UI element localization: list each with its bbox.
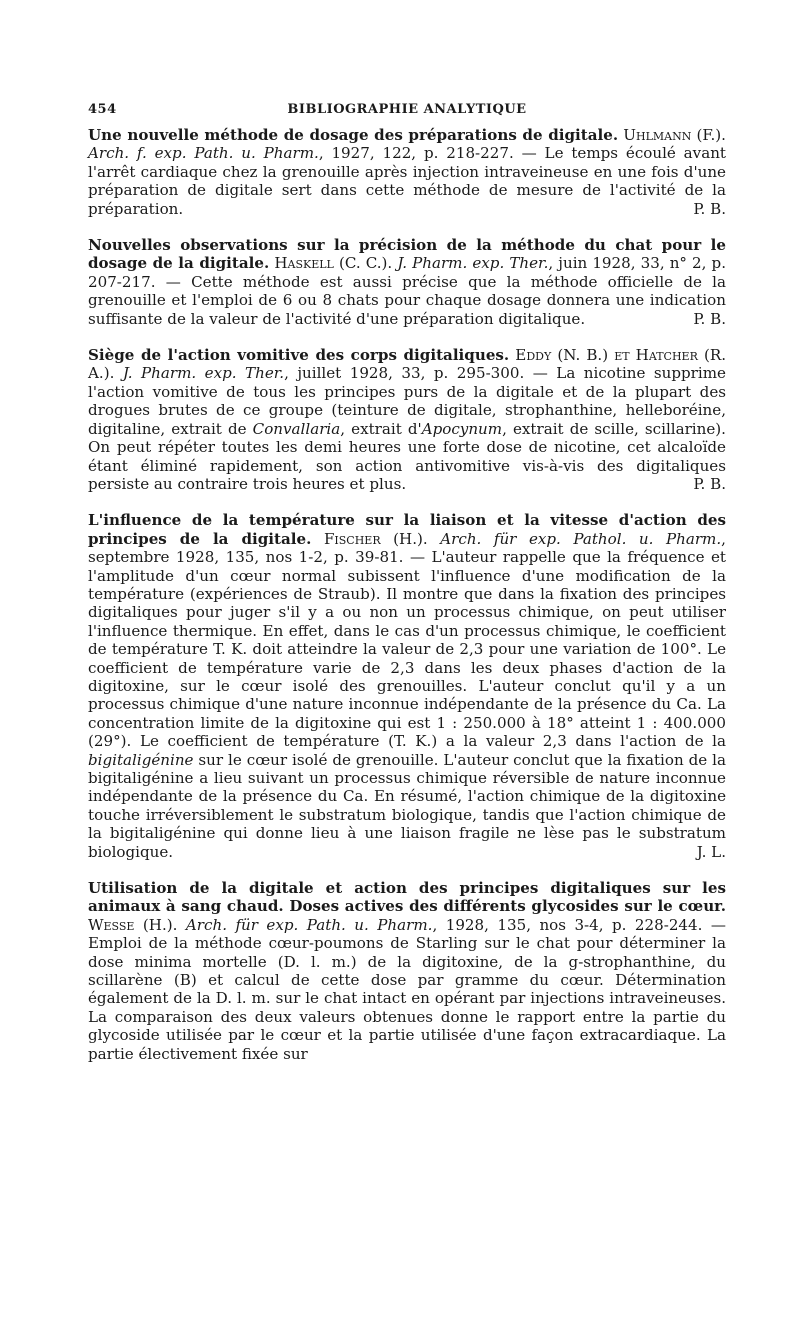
entry-journal: J. Pharm. exp. Ther.: [122, 364, 285, 383]
page-header: [88, 102, 726, 126]
document-page: [88, 102, 726, 1081]
entry-title: Utilisation de la digitale et action des principes digitaliques sur les animaux à sang chaud. Doses actives des différents glycosides sur le cœur.: [88, 879, 726, 916]
page-number: 454: [88, 102, 117, 117]
running-head: BIBLIOGRAPHIE ANALYTIQUE: [287, 102, 527, 117]
entry-citation: , juin 1928, 33, n° 2, p. 207-217. —: [88, 254, 726, 291]
entry-body: , extrait de scille, scillarine). On peut répéter toutes les demi heures une forte dose de nicotine, cet alcaloïde étant éliminé rapidement, son action antivomitive vis-à-vis des digitaliques persiste au contraire trois heures et plus.: [88, 419, 726, 493]
entry-title: L'influence de la température sur la liaison et la vitesse d'action des principes de la digitale.: [88, 511, 726, 548]
entry-author: Uhlmann (F.).: [623, 126, 726, 144]
entry-body-italic: Apocynum: [421, 419, 503, 438]
entry-body: sur le cœur isolé de grenouille. L'auteur conclut que la fixation de la bigitaligénine a lieu suivant un processus chimique réversible de nature inconnue indépendante de la présence du Ca. En résumé, l'action chimique de la digitoxine touche irréversiblement le substratum biologique, tandis que l'action chimique de la bigitaligénine qui donne lieu à une liaison fragile ne lèse pas le substratum biologique.: [88, 750, 726, 861]
entry-journal: Arch. für exp. Path. u. Pharm.: [185, 915, 433, 934]
entry-body-italic: Convallaria: [252, 419, 341, 438]
entry-title: Siège de l'action vomitive des corps digitaliques.: [88, 346, 510, 365]
entry-author: Haskell (C. C.).: [274, 254, 393, 273]
entry-journal: Arch. für exp. Pathol. u. Pharm.: [440, 529, 722, 548]
entry-body: Cette méthode est aussi précise que la méthode officielle de la grenouille et l'emploi de 6 ou 8 chats pour chaque dosage donnera une indication suffisante de la valeur de l'activité d'une préparation digitalique.: [88, 272, 726, 328]
entry-signature: P. B.: [693, 199, 726, 218]
entry-signature: J. L.: [696, 842, 726, 861]
entry-body: L'auteur rappelle que la fréquence et l'amplitude d'un cœur normal subissent l'influence d'une modification de la température (expériences de Straub). Il montre que dans la fixation des principes digitaliques pour juger s'il y a ou non un processus chimique, on peut utiliser l'influence thermique. En effet, dans le cas d'un processus chimique, le coefficient de température T. K. doit atteindre la valeur de 2,3 pour une variation de 100°. Le coefficient de température varie de 2,3 dans les deux phases d'action de la digitoxine, sur le cœur isolé des grenouilles. L'auteur conclut qu'il y a un processus chimique d'une nature inconnue indépendante de la présence du Ca. La concentration limite de la digitoxine qui est 1 : 250.000 à 18° atteint 1 : 400.000 (29°). Le coefficient de température (T. K.) a la valeur 2,3 dans l'action de la: [88, 548, 727, 751]
bibliography-entry: [88, 879, 726, 1063]
entry-body-italic: bigitaligénine: [88, 750, 194, 769]
entry-citation: , juillet 1928, 33, p. 295-300. —: [284, 364, 548, 383]
entry-journal: J. Pharm. exp. Ther.: [397, 254, 549, 273]
bibliography-entry: [88, 346, 726, 493]
entry-citation: , 1928, 135, nos 3-4, p. 228-244. —: [432, 915, 726, 934]
entry-author: Fischer (H.).: [323, 529, 428, 548]
entry-citation: , 1927, 122, p. 218-227. —: [318, 144, 537, 163]
entry-body: La nicotine supprime l'action vomitive de tous les principes purs de la digitale et de la plupart des drogues brutes de ce groupe (teinture de digitale, strophanthine, helleboréine, digitaline, extrait de: [88, 364, 726, 438]
entry-title: Une nouvelle méthode de dosage des préparations de digitale.: [88, 126, 619, 144]
entry-author: Wesse (H.).: [88, 915, 178, 934]
entry-signature: P. B.: [693, 474, 726, 493]
entry-journal: Arch. f. exp. Path. u. Pharm.: [88, 144, 319, 163]
entry-author: Eddy (N. B.) et Hatcher (R. A.).: [88, 346, 726, 383]
entry-body: , extrait d': [340, 419, 422, 438]
entry-title: Nouvelles observations sur la précision de la méthode du chat pour le dosage de la digitale.: [88, 236, 726, 273]
bibliography-entry: [88, 236, 726, 328]
entry-body: Le temps écoulé avant l'arrêt cardiaque chez la grenouille après injection intraveineuse en une fois d'une préparation de digitale sert dans cette méthode de mesure de l'activité de la préparation.: [88, 144, 726, 218]
entry-citation: , septembre 1928, 135, nos 1-2, p. 39-81. —: [88, 529, 726, 567]
bibliography-entry: [88, 511, 726, 861]
entry-signature: P. B.: [693, 309, 726, 328]
bibliography-entry: [88, 126, 726, 218]
entry-body: Emploi de la méthode cœur-poumons de Starling sur le chat pour déterminer la dose minima mortelle (D. l. m.) de la digitoxine, de la g-strophanthine, du scillarène (B) et calcul de cette dose par gramme du cœur. Détermination également de la D. l. m. sur le chat intact en opérant par injections intraveineuses. La comparaison des deux valeurs obtenues donne le rapport entre la partie du glycoside utilisée par le cœur et la partie utilisée d'une façon extracardiaque. La partie électivement fixée sur: [88, 934, 726, 1063]
